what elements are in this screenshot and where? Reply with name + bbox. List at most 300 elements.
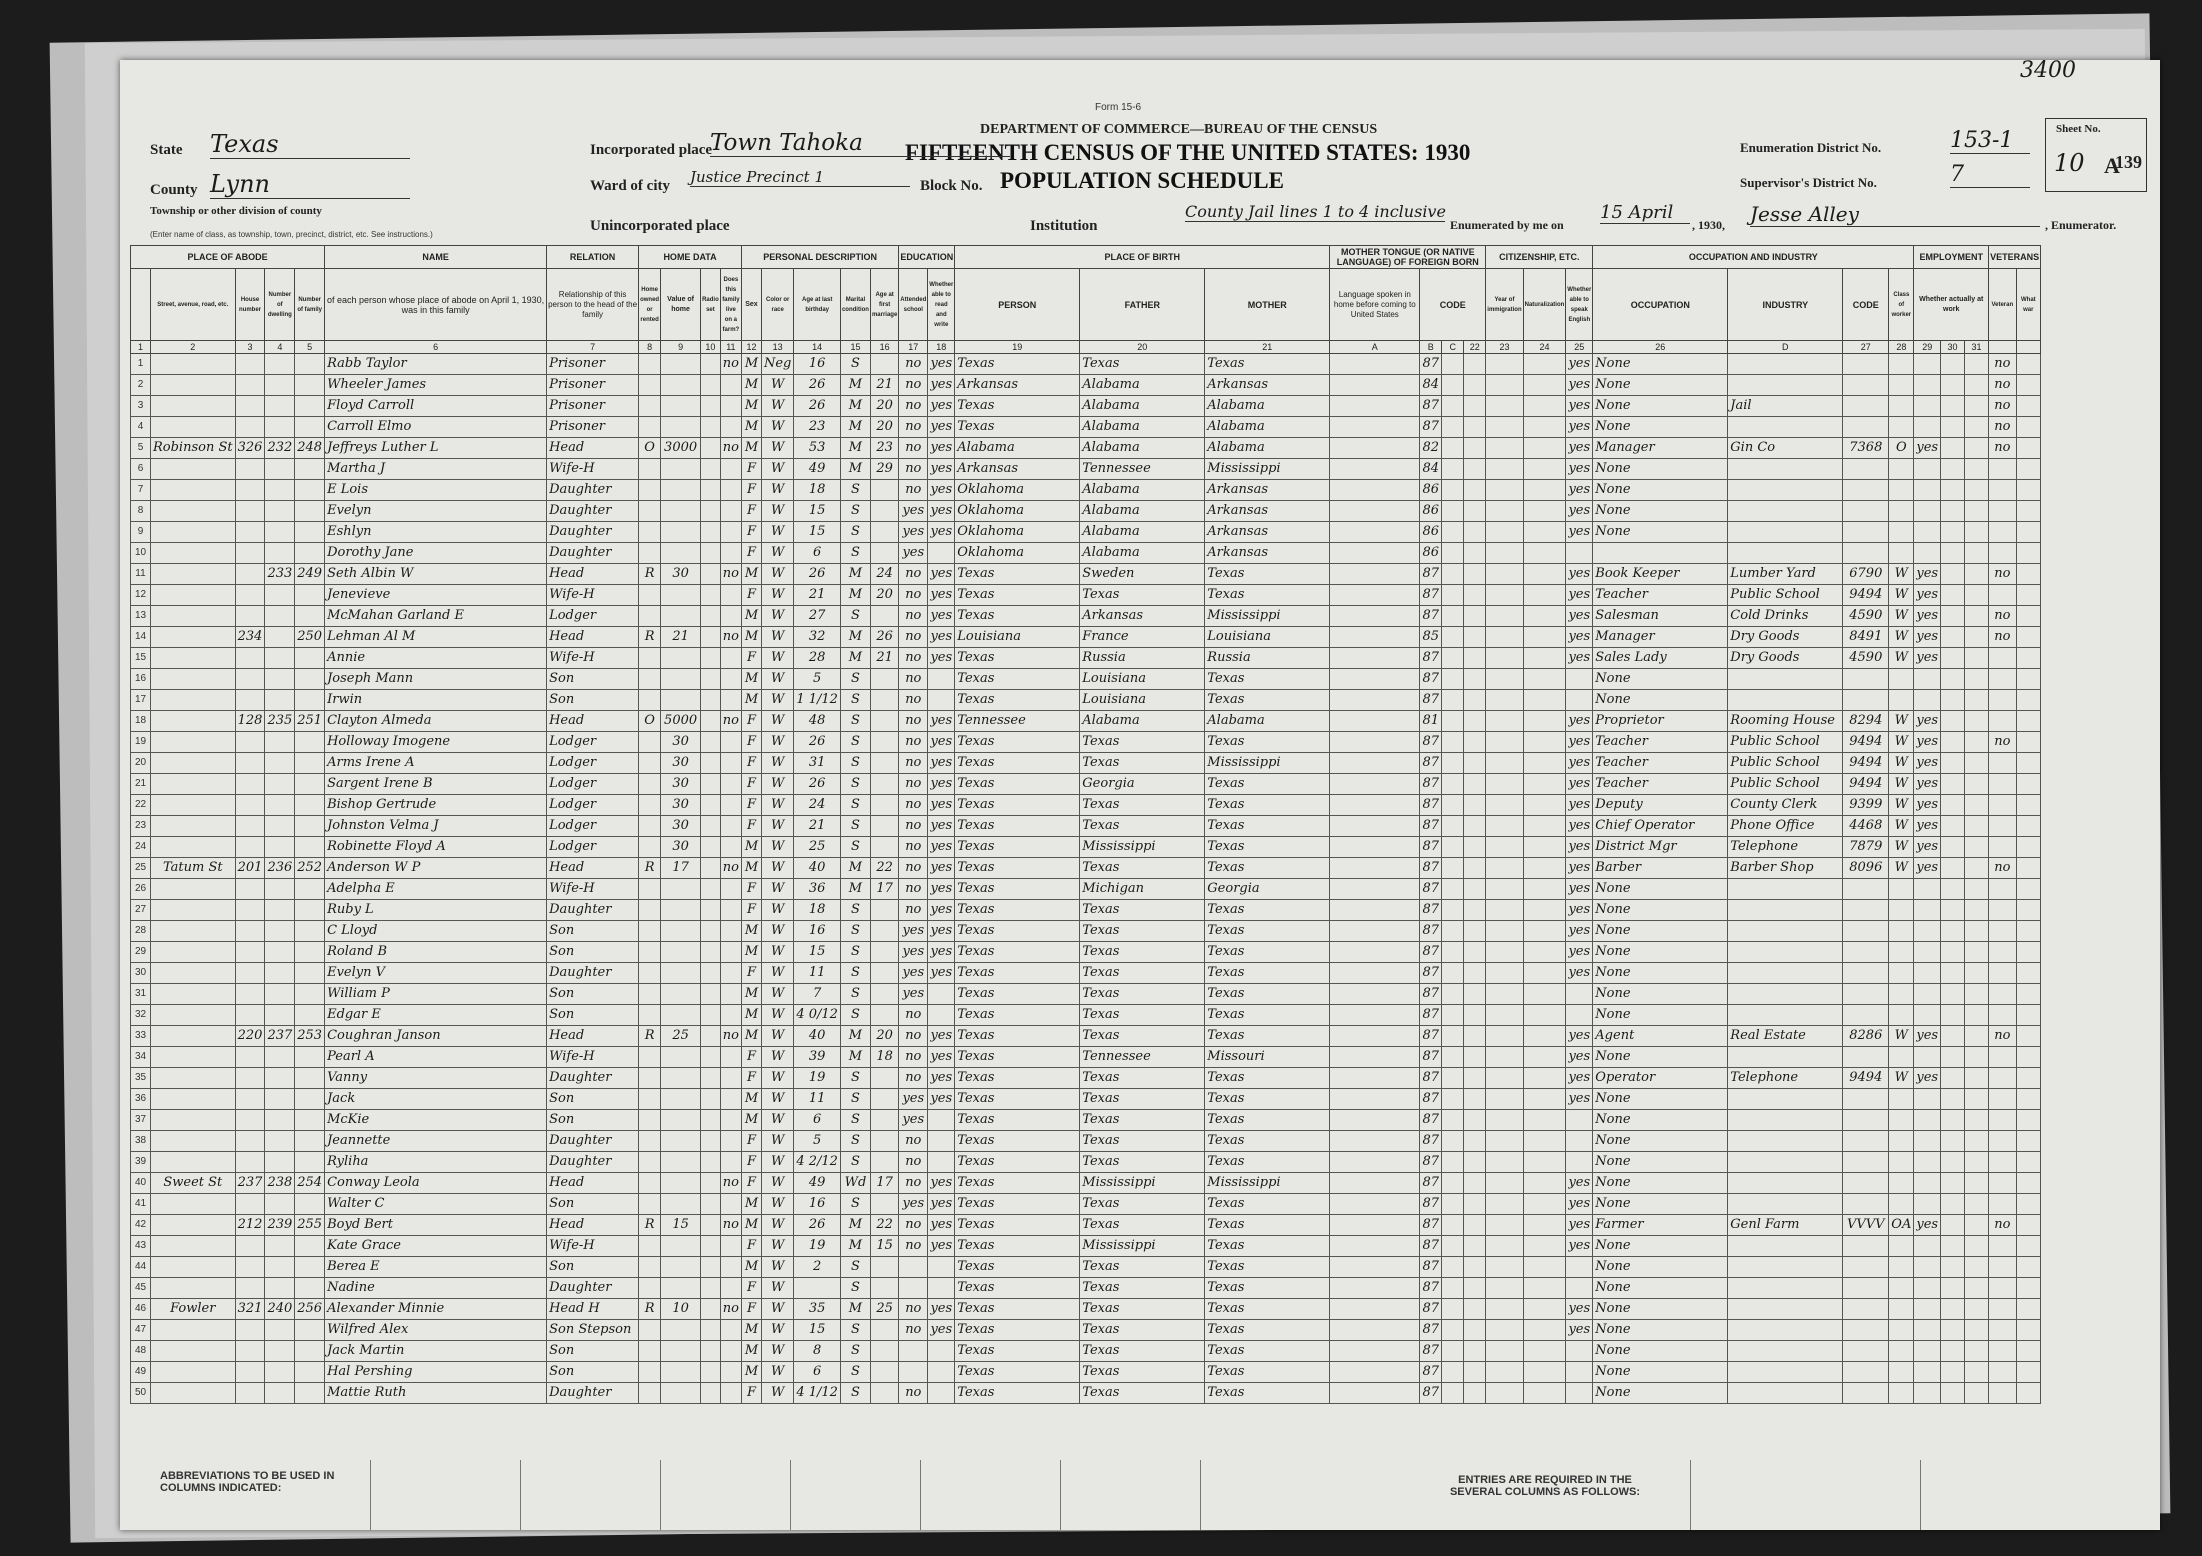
person-name: Hal Pershing — [325, 1362, 547, 1383]
industry — [1728, 1299, 1843, 1320]
at-work: yes — [1914, 711, 1941, 732]
home-tenure — [639, 732, 661, 753]
speaks-english — [1566, 1383, 1593, 1404]
dwelling-number — [265, 816, 295, 837]
birthplace-mother: Arkansas — [1205, 522, 1330, 543]
read-write: yes — [928, 858, 955, 879]
naturalization — [1523, 816, 1566, 837]
worker-class — [1889, 669, 1914, 690]
occupation: None — [1593, 459, 1728, 480]
table-row — [131, 1257, 2041, 1278]
birth-code: 86 — [1420, 501, 1442, 522]
column-number: 14 — [794, 341, 841, 354]
relation: Daughter — [547, 1152, 639, 1173]
relation: Head — [547, 1215, 639, 1236]
employment-c — [1965, 774, 1989, 795]
radio-set — [701, 375, 721, 396]
school: no — [899, 1047, 928, 1068]
school: yes — [899, 543, 928, 564]
age-at-marriage — [870, 606, 898, 627]
birth-code: 87 — [1420, 879, 1442, 900]
marital-status: M — [840, 396, 870, 417]
age-at-marriage: 21 — [870, 375, 898, 396]
unincorporated-label: Unincorporated place — [590, 218, 730, 234]
house-number — [235, 690, 265, 711]
marital-status: S — [840, 522, 870, 543]
school: no — [899, 837, 928, 858]
immigration-year — [1486, 501, 1523, 522]
marital-status: S — [840, 501, 870, 522]
code-c — [1464, 375, 1486, 396]
code-b — [1442, 1068, 1464, 1089]
birth-code: 87 — [1420, 669, 1442, 690]
birth-code: 86 — [1420, 522, 1442, 543]
occupation: None — [1593, 1383, 1728, 1404]
line-number: 4 — [131, 417, 151, 438]
worker-class: W — [1889, 585, 1914, 606]
incorporated-value: Town Tahoka — [710, 130, 1010, 157]
table-row — [131, 1047, 2041, 1068]
birthplace-father: Alabama — [1080, 375, 1205, 396]
occupation: Teacher — [1593, 753, 1728, 774]
war — [2016, 1278, 2041, 1299]
at-work: yes — [1914, 1215, 1941, 1236]
naturalization — [1523, 396, 1566, 417]
street-name — [151, 1047, 236, 1068]
street-name — [151, 1257, 236, 1278]
naturalization — [1523, 669, 1566, 690]
home-tenure — [639, 1005, 661, 1026]
column-number: 5 — [295, 341, 325, 354]
birthplace-father: Mississippi — [1080, 1236, 1205, 1257]
occupation: None — [1593, 1131, 1728, 1152]
at-work — [1914, 1131, 1941, 1152]
street-name — [151, 627, 236, 648]
read-write: yes — [928, 522, 955, 543]
code-b — [1442, 900, 1464, 921]
farm-status: no — [720, 564, 741, 585]
worker-class: W — [1889, 711, 1914, 732]
birth-code: 81 — [1420, 711, 1442, 732]
marital-status: S — [840, 921, 870, 942]
code-b — [1442, 774, 1464, 795]
head-naturalization: Naturalization — [1523, 269, 1566, 341]
age-at-marriage: 25 — [870, 1299, 898, 1320]
house-number — [235, 1194, 265, 1215]
worker-class: W — [1889, 648, 1914, 669]
sex: F — [741, 1047, 761, 1068]
mother-tongue — [1330, 690, 1420, 711]
birth-code: 87 — [1420, 1341, 1442, 1362]
war — [2016, 1194, 2041, 1215]
person-name: Ruby L — [325, 900, 547, 921]
war — [2016, 963, 2041, 984]
birthplace-mother: Texas — [1205, 984, 1330, 1005]
speaks-english: yes — [1566, 753, 1593, 774]
worker-class — [1889, 1383, 1914, 1404]
race: W — [761, 501, 793, 522]
family-number — [295, 732, 325, 753]
head-person: PERSON — [955, 269, 1080, 341]
immigration-year — [1486, 396, 1523, 417]
naturalization — [1523, 1026, 1566, 1047]
school — [899, 1341, 928, 1362]
street-name — [151, 501, 236, 522]
war — [2016, 375, 2041, 396]
code-c — [1464, 1005, 1486, 1026]
speaks-english — [1566, 690, 1593, 711]
farm-status — [720, 375, 741, 396]
school: no — [899, 1320, 928, 1341]
birthplace-mother: Louisiana — [1205, 627, 1330, 648]
relation: Prisoner — [547, 354, 639, 375]
school: no — [899, 480, 928, 501]
naturalization — [1523, 354, 1566, 375]
street-name — [151, 942, 236, 963]
age: 31 — [794, 753, 841, 774]
home-tenure — [639, 1110, 661, 1131]
street-name: Robinson St — [151, 438, 236, 459]
relation: Son — [547, 1005, 639, 1026]
farm-status: no — [720, 858, 741, 879]
at-work — [1914, 1194, 1941, 1215]
naturalization — [1523, 879, 1566, 900]
occupation-code — [1843, 1131, 1889, 1152]
line-number: 19 — [131, 732, 151, 753]
veteran — [1989, 480, 2017, 501]
read-write: yes — [928, 732, 955, 753]
occupation-code: 9494 — [1843, 732, 1889, 753]
sex: M — [741, 858, 761, 879]
birthplace-mother: Texas — [1205, 942, 1330, 963]
mother-tongue — [1330, 564, 1420, 585]
farm-status — [720, 585, 741, 606]
birthplace-person: Louisiana — [955, 627, 1080, 648]
code-b — [1442, 375, 1464, 396]
speaks-english: yes — [1566, 1194, 1593, 1215]
occupation-code — [1843, 963, 1889, 984]
industry — [1728, 417, 1843, 438]
age: 24 — [794, 795, 841, 816]
age-at-marriage — [870, 690, 898, 711]
school: yes — [899, 942, 928, 963]
industry — [1728, 1047, 1843, 1068]
home-value: 30 — [661, 753, 701, 774]
immigration-year — [1486, 564, 1523, 585]
birthplace-mother: Texas — [1205, 1236, 1330, 1257]
birthplace-person: Texas — [955, 354, 1080, 375]
ed-value: 153-1 — [1950, 128, 2030, 154]
head-age-marriage: Age at first marriage — [870, 269, 898, 341]
occupation-code: 7879 — [1843, 837, 1889, 858]
table-row — [131, 1320, 2041, 1341]
table-row — [131, 1215, 2041, 1236]
dwelling-number — [265, 1068, 295, 1089]
birthplace-father: Texas — [1080, 753, 1205, 774]
industry: Genl Farm — [1728, 1215, 1843, 1236]
dwelling-number — [265, 459, 295, 480]
house-number: 234 — [235, 627, 265, 648]
mother-tongue — [1330, 543, 1420, 564]
dwelling-number — [265, 522, 295, 543]
sex: M — [741, 1089, 761, 1110]
employment-c — [1965, 942, 1989, 963]
read-write: yes — [928, 438, 955, 459]
occupation: None — [1593, 1089, 1728, 1110]
employment-b — [1941, 753, 1965, 774]
home-tenure — [639, 1278, 661, 1299]
sheet-side: A — [2104, 153, 2120, 178]
dwelling-number: 233 — [265, 564, 295, 585]
naturalization — [1523, 942, 1566, 963]
ward-value: Justice Precinct 1 — [690, 168, 910, 187]
radio-set — [701, 1026, 721, 1047]
code-c — [1464, 1047, 1486, 1068]
veteran — [1989, 753, 2017, 774]
read-write: yes — [928, 1299, 955, 1320]
birthplace-person: Texas — [955, 753, 1080, 774]
age-at-marriage: 20 — [870, 585, 898, 606]
farm-status — [720, 1236, 741, 1257]
marital-status: S — [840, 1110, 870, 1131]
home-value — [661, 1110, 701, 1131]
employment-c — [1965, 1047, 1989, 1068]
immigration-year — [1486, 1215, 1523, 1236]
at-work: yes — [1914, 795, 1941, 816]
industry: Dry Goods — [1728, 627, 1843, 648]
birthplace-father: Texas — [1080, 1362, 1205, 1383]
line-number: 45 — [131, 1278, 151, 1299]
line-number: 27 — [131, 900, 151, 921]
radio-set — [701, 1005, 721, 1026]
industry — [1728, 942, 1843, 963]
street-name — [151, 585, 236, 606]
street-name — [151, 1089, 236, 1110]
head-street: Street, avenue, road, etc. — [151, 269, 236, 341]
state-value: Texas — [210, 130, 410, 159]
marital-status: M — [840, 438, 870, 459]
read-write — [928, 1341, 955, 1362]
occupation-code — [1843, 501, 1889, 522]
home-tenure — [639, 1131, 661, 1152]
birth-code: 87 — [1420, 900, 1442, 921]
war — [2016, 354, 2041, 375]
column-number: 1 — [131, 341, 151, 354]
age-at-marriage — [870, 522, 898, 543]
dwelling-number — [265, 984, 295, 1005]
age-at-marriage — [870, 1089, 898, 1110]
code-b — [1442, 1278, 1464, 1299]
speaks-english: yes — [1566, 606, 1593, 627]
worker-class — [1889, 942, 1914, 963]
race: W — [761, 795, 793, 816]
worker-class — [1889, 1341, 1914, 1362]
school: no — [899, 690, 928, 711]
sheet-value: 10 — [2054, 149, 2085, 177]
birthplace-mother: Mississippi — [1205, 459, 1330, 480]
street-name — [151, 1194, 236, 1215]
veteran: no — [1989, 375, 2017, 396]
code-b — [1442, 921, 1464, 942]
speaks-english: yes — [1566, 417, 1593, 438]
column-number: 23 — [1486, 341, 1523, 354]
race: W — [761, 1320, 793, 1341]
speaks-english — [1566, 1341, 1593, 1362]
head-house: House number — [235, 269, 265, 341]
marital-status: S — [840, 1068, 870, 1089]
table-row — [131, 1089, 2041, 1110]
employment-c — [1965, 585, 1989, 606]
industry: Jail — [1728, 396, 1843, 417]
read-write — [928, 1005, 955, 1026]
mother-tongue — [1330, 858, 1420, 879]
school: no — [899, 858, 928, 879]
street-name — [151, 396, 236, 417]
radio-set — [701, 858, 721, 879]
worker-class — [1889, 1173, 1914, 1194]
street-name — [151, 522, 236, 543]
code-c — [1464, 564, 1486, 585]
veteran — [1989, 1173, 2017, 1194]
home-value — [661, 921, 701, 942]
immigration-year — [1486, 606, 1523, 627]
home-value — [661, 879, 701, 900]
house-number — [235, 1047, 265, 1068]
war — [2016, 1236, 2041, 1257]
occupation-code: 9494 — [1843, 753, 1889, 774]
table-row — [131, 1362, 2041, 1383]
age-at-marriage: 20 — [870, 396, 898, 417]
age: 26 — [794, 396, 841, 417]
industry: Public School — [1728, 585, 1843, 606]
form-number: Form 15-6 — [1095, 102, 1142, 113]
radio-set — [701, 1194, 721, 1215]
family-number: 250 — [295, 627, 325, 648]
war — [2016, 774, 2041, 795]
family-number — [295, 1047, 325, 1068]
occupation: Salesman — [1593, 606, 1728, 627]
code-b — [1442, 711, 1464, 732]
column-number: 26 — [1593, 341, 1728, 354]
mother-tongue — [1330, 1257, 1420, 1278]
employment-b — [1941, 585, 1965, 606]
line-number: 38 — [131, 1131, 151, 1152]
person-name: Evelyn V — [325, 963, 547, 984]
farm-status — [720, 1110, 741, 1131]
at-work — [1914, 1383, 1941, 1404]
street-name — [151, 543, 236, 564]
person-name: Annie — [325, 648, 547, 669]
street-name — [151, 480, 236, 501]
at-work: yes — [1914, 837, 1941, 858]
sheet-box — [2045, 118, 2147, 192]
at-work: yes — [1914, 564, 1941, 585]
age: 27 — [794, 606, 841, 627]
code-b — [1442, 1173, 1464, 1194]
occupation-code — [1843, 690, 1889, 711]
mother-tongue — [1330, 942, 1420, 963]
employment-b — [1941, 606, 1965, 627]
house-number: 201 — [235, 858, 265, 879]
race: W — [761, 963, 793, 984]
worker-class — [1889, 690, 1914, 711]
birth-code: 87 — [1420, 1236, 1442, 1257]
war — [2016, 501, 2041, 522]
relation: Daughter — [547, 522, 639, 543]
employment-c — [1965, 459, 1989, 480]
employment-c — [1965, 690, 1989, 711]
read-write: yes — [928, 1320, 955, 1341]
table-row — [131, 501, 2041, 522]
race: W — [761, 753, 793, 774]
occupation — [1593, 543, 1728, 564]
code-c — [1464, 921, 1486, 942]
race: W — [761, 1005, 793, 1026]
mother-tongue — [1330, 1089, 1420, 1110]
family-number — [295, 753, 325, 774]
veteran — [1989, 1047, 2017, 1068]
industry — [1728, 459, 1843, 480]
head-school: Attended school — [899, 269, 928, 341]
code-c — [1464, 1383, 1486, 1404]
age-at-marriage — [870, 795, 898, 816]
dwelling-number — [265, 1131, 295, 1152]
home-tenure: O — [639, 438, 661, 459]
employment-b — [1941, 858, 1965, 879]
veteran — [1989, 1131, 2017, 1152]
person-name: McKie — [325, 1110, 547, 1131]
department-line: DEPARTMENT OF COMMERCE—BUREAU OF THE CENSUS — [980, 122, 1378, 137]
war — [2016, 816, 2041, 837]
read-write: yes — [928, 837, 955, 858]
immigration-year — [1486, 1341, 1523, 1362]
worker-class — [1889, 417, 1914, 438]
dwelling-number — [265, 1152, 295, 1173]
employment-c — [1965, 501, 1989, 522]
table-row — [131, 543, 2041, 564]
code-b — [1442, 648, 1464, 669]
war — [2016, 606, 2041, 627]
dwelling-number — [265, 648, 295, 669]
relation: Head — [547, 438, 639, 459]
radio-set — [701, 480, 721, 501]
occupation: None — [1593, 921, 1728, 942]
school: no — [899, 396, 928, 417]
speaks-english — [1566, 669, 1593, 690]
race: W — [761, 1152, 793, 1173]
race: W — [761, 1026, 793, 1047]
line-number: 1 — [131, 354, 151, 375]
mother-tongue — [1330, 480, 1420, 501]
code-c — [1464, 1131, 1486, 1152]
birthplace-person: Texas — [955, 837, 1080, 858]
veteran — [1989, 1194, 2017, 1215]
head-name: of each person whose place of abode on April 1, 1930, was in this family — [325, 269, 547, 341]
read-write: yes — [928, 1068, 955, 1089]
table-row — [131, 1152, 2041, 1173]
head-father: FATHER — [1080, 269, 1205, 341]
code-b — [1442, 417, 1464, 438]
home-tenure — [639, 459, 661, 480]
line-number: 44 — [131, 1257, 151, 1278]
person-name: Roland B — [325, 942, 547, 963]
line-number: 26 — [131, 879, 151, 900]
code-c — [1464, 1362, 1486, 1383]
home-value — [661, 1257, 701, 1278]
farm-status — [720, 1152, 741, 1173]
age: 15 — [794, 1320, 841, 1341]
relation: Wife-H — [547, 1236, 639, 1257]
